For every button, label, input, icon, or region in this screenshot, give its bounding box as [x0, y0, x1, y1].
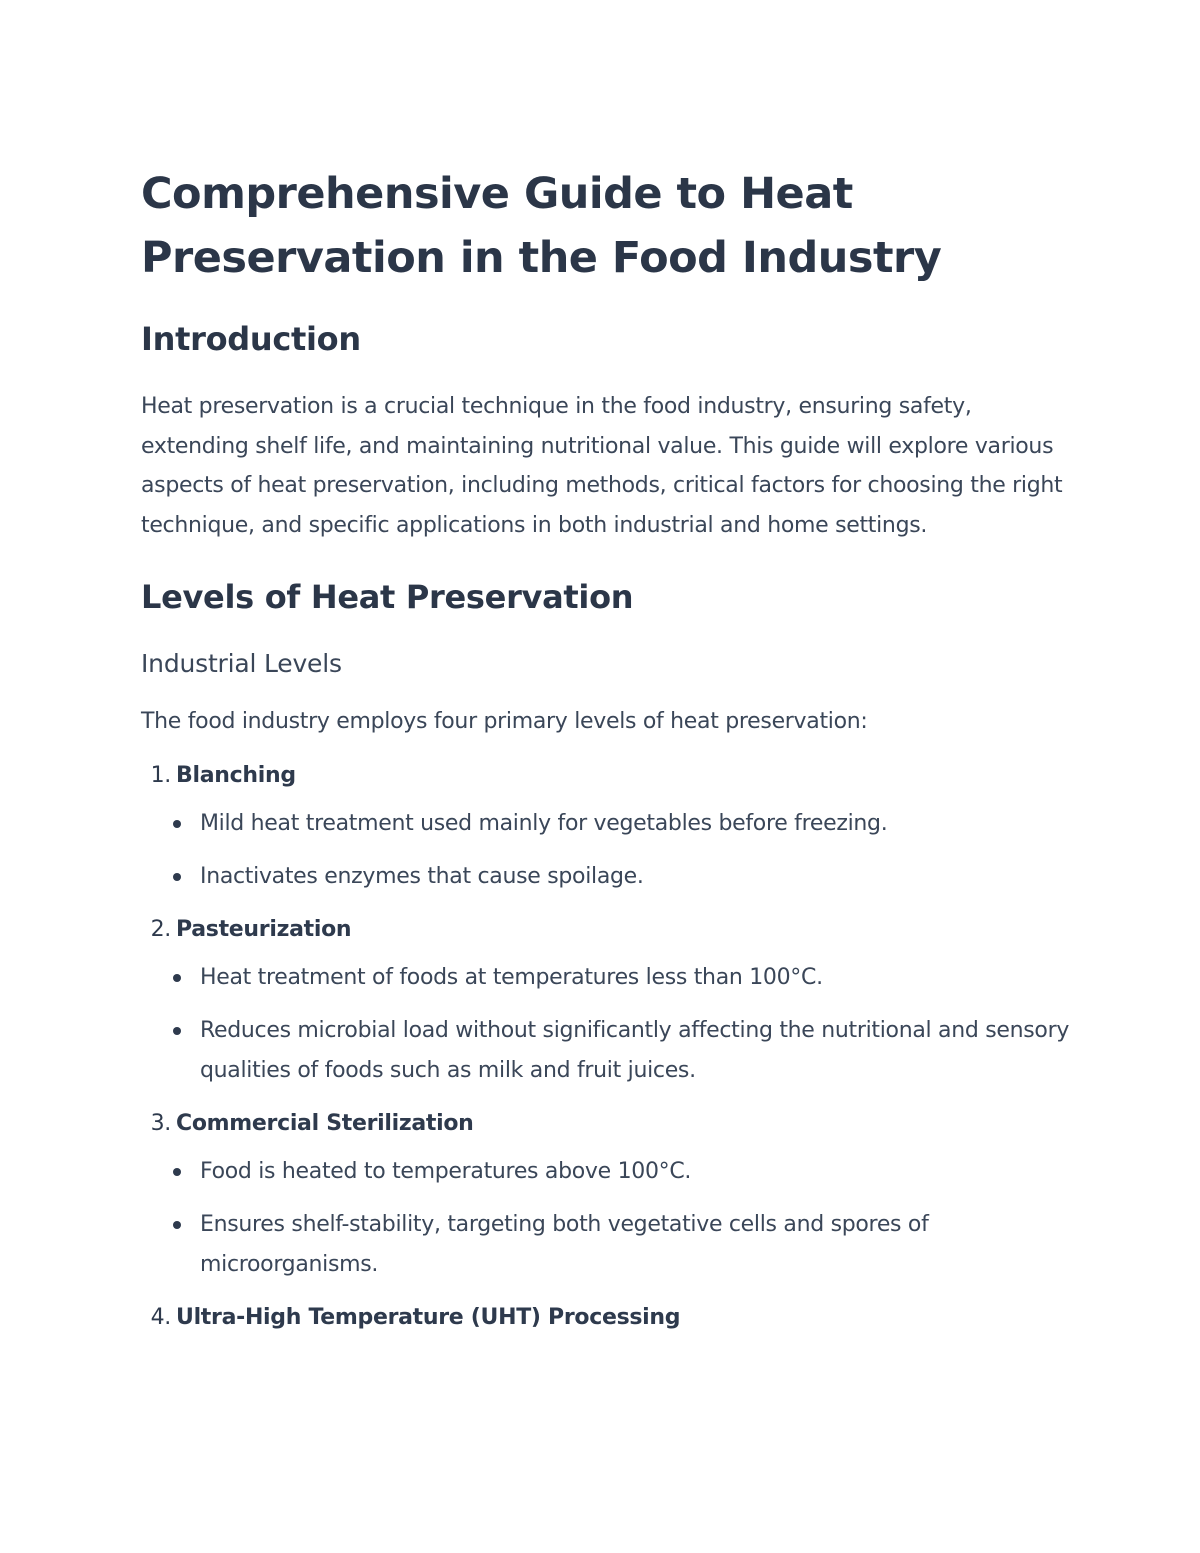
point-text: Food is heated to temperatures above 100°C. — [200, 1158, 692, 1184]
level-title — [141, 1298, 1071, 1338]
list-item — [141, 1011, 1071, 1091]
level-title — [141, 756, 1071, 796]
bullet-icon — [173, 1027, 181, 1035]
bullet-icon — [173, 820, 181, 828]
level-points — [141, 958, 1071, 1091]
level-name: Blanching — [176, 762, 296, 788]
bullet-icon — [173, 1221, 181, 1229]
introduction-heading: Introduction — [141, 320, 361, 358]
document-page — [141, 162, 1071, 1350]
point-text: Mild heat treatment used mainly for vegetables before freezing. — [200, 810, 888, 836]
list-item — [141, 958, 1071, 998]
level-name: Pasteurization — [176, 916, 352, 942]
industrial-levels-heading: Industrial Levels — [141, 649, 342, 678]
point-text: Heat treatment of foods at temperatures less than 100°C. — [200, 964, 823, 990]
level-name: Ultra-High Temperature (UHT) Processing — [176, 1304, 681, 1330]
list-item — [141, 804, 1071, 844]
industrial-levels-lead: The food industry employs four primary levels of heat preservation: — [141, 709, 868, 734]
level-name: Commercial Sterilization — [176, 1110, 474, 1136]
level-title — [141, 1104, 1071, 1144]
level-points — [141, 804, 1071, 897]
list-item — [141, 1205, 1071, 1285]
level-number: 3. — [150, 1110, 171, 1136]
point-text: Ensures shelf-stability, targeting both vegetative cells and spores of microorganisms. — [200, 1211, 929, 1277]
level-title — [141, 910, 1071, 950]
level-item — [141, 1104, 1071, 1285]
levels-heading: Levels of Heat Preservation — [141, 578, 634, 616]
list-item — [141, 857, 1071, 897]
level-points — [141, 1152, 1071, 1285]
level-number: 1. — [150, 762, 171, 788]
bullet-icon — [173, 974, 181, 982]
introduction-paragraph: Heat preservation is a crucial technique in the food industry, ensuring safety, extending shelf life, and maintaining nutritional value. This guide will explore various aspects of heat preservation, including methods, critical factors for choosing the right technique, and specific applications in both industrial and home settings. — [141, 394, 1063, 538]
point-text: Reduces microbial load without significantly affecting the nutritional and sensory qualities of foods such as milk and fruit juices. — [200, 1017, 1070, 1083]
levels-list — [141, 756, 1071, 1338]
bullet-icon — [173, 873, 181, 881]
list-item — [141, 1152, 1071, 1192]
point-text: Inactivates enzymes that cause spoilage. — [200, 863, 644, 889]
page-title: Comprehensive Guide to Heat Preservation in the Food Industry — [141, 169, 942, 283]
level-number: 4. — [150, 1304, 171, 1330]
level-item — [141, 910, 1071, 1091]
level-item — [141, 756, 1071, 897]
level-item — [141, 1298, 1071, 1338]
level-number: 2. — [150, 916, 171, 942]
bullet-icon — [173, 1168, 181, 1176]
